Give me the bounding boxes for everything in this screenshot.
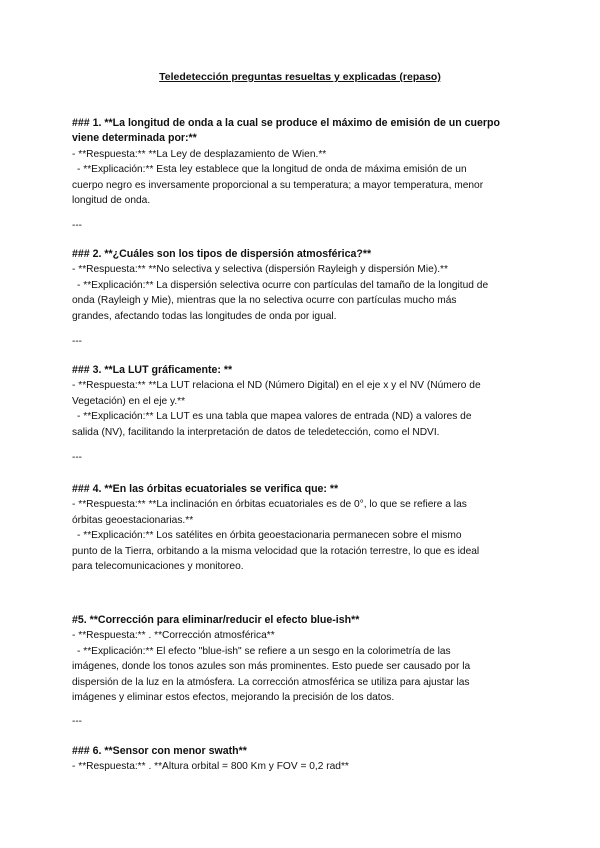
question-3-heading: ### 3. **La LUT gráficamente: **	[72, 364, 233, 376]
question-4-answer-line-1: - **Respuesta:** **La inclinación en órbitas ecuatoriales es de 0°, lo que se refiere a las	[72, 499, 467, 511]
question-1-explanation-line-2: cuerpo negro es inversamente proporcional a su temperatura; a mayor temperatura, menor	[72, 179, 484, 191]
question-6	[72, 744, 532, 775]
question-1	[72, 116, 532, 208]
question-1-explanation-line-3: longitud de onda.	[72, 195, 151, 207]
question-3	[72, 363, 532, 440]
question-2-explanation-line-3: grandes, afectando todas las longitudes de onda por igual.	[72, 310, 337, 322]
question-2-explanation-line-2: onda (Rayleigh y Mie), mientras que la no selectiva ocurre con partículas mucho más	[72, 295, 457, 307]
question-5-heading: #5. **Corrección para eliminar/reducir el efecto blue-ish**	[72, 614, 360, 626]
separator-2: ---	[72, 336, 82, 347]
question-3-explanation-line-1: - **Explicación:** La LUT es una tabla que mapea valores de entrada (ND) a valores de	[77, 411, 472, 423]
question-4-heading: ### 4. **En las órbitas ecuatoriales se verifica que: **	[72, 483, 339, 495]
question-5-explanation-line-1: - **Explicación:** El efecto "blue-ish" se refiere a un sesgo en la colorimetría de las	[77, 645, 451, 657]
question-4	[72, 482, 532, 574]
question-3-answer-line-1: - **Respuesta:** **La LUT relaciona el ND (Número Digital) en el eje x y el NV (Número de	[72, 380, 481, 392]
separator-4: ---	[72, 716, 82, 727]
separator-3: ---	[72, 452, 82, 463]
question-1-heading-line-1: ### 1. **La longitud de onda a la cual se produce el máximo de emisión de un cuerpo	[72, 117, 500, 129]
question-4-explanation-line-3: para telecomunicaciones y monitoreo.	[72, 561, 244, 573]
question-5-explanation-line-3: dispersión de la luz en la atmósfera. La corrección atmosférica se utiliza para ajustar las	[72, 676, 470, 688]
question-2-heading: ### 2. **¿Cuáles son los tipos de dispersión atmosférica?**	[72, 248, 372, 260]
question-1-answer: - **Respuesta:** **La Ley de desplazamiento de Wien.**	[72, 148, 327, 160]
question-5-explanation-line-2: imágenes, donde los tonos azules son más prominentes. Esto puede ser causado por la	[72, 661, 471, 673]
question-2	[72, 247, 532, 324]
question-5	[72, 613, 532, 705]
question-3-answer-line-2: Vegetación) en el eje y.**	[72, 395, 186, 407]
document-title: Teledetección preguntas resueltas y explicadas (repaso)	[159, 71, 441, 83]
question-6-heading: ### 6. **Sensor con menor swath**	[72, 745, 247, 757]
question-2-explanation-line-1: - **Explicación:** La dispersión selectiva ocurre con partículas del tamaño de la longitud de	[77, 279, 489, 291]
question-1-explanation-line-1: - **Explicación:** Esta ley establece que la longitud de onda de máxima emisión de un	[77, 164, 467, 176]
question-3-explanation-line-2: salida (NV), facilitando la interpretación de datos de teledetección, como el NDVI.	[72, 426, 440, 438]
question-4-answer-line-2: órbitas geoestacionarias.**	[72, 514, 194, 526]
question-4-explanation-line-1: - **Explicación:** Los satélites en órbita geoestacionaria permanecen sobre el mismo	[77, 530, 462, 542]
question-4-explanation-line-2: punto de la Tierra, orbitando a la misma velocidad que la rotación terrestre, lo que es ideal	[72, 545, 480, 557]
question-5-explanation-line-4: imágenes y eliminar estos efectos, mejorando la precisión de los datos.	[72, 692, 395, 704]
question-1-heading-line-2: viene determinada por:**	[72, 132, 197, 145]
separator-1: ---	[72, 220, 82, 231]
question-5-answer: - **Respuesta:** . **Corrección atmosférica**	[72, 630, 275, 642]
question-6-answer: - **Respuesta:** . **Altura orbital = 800 Km y FOV = 0,2 rad**	[72, 761, 349, 773]
question-2-answer: - **Respuesta:** **No selectiva y selectiva (dispersión Rayleigh y dispersión Mie).**	[72, 264, 448, 276]
